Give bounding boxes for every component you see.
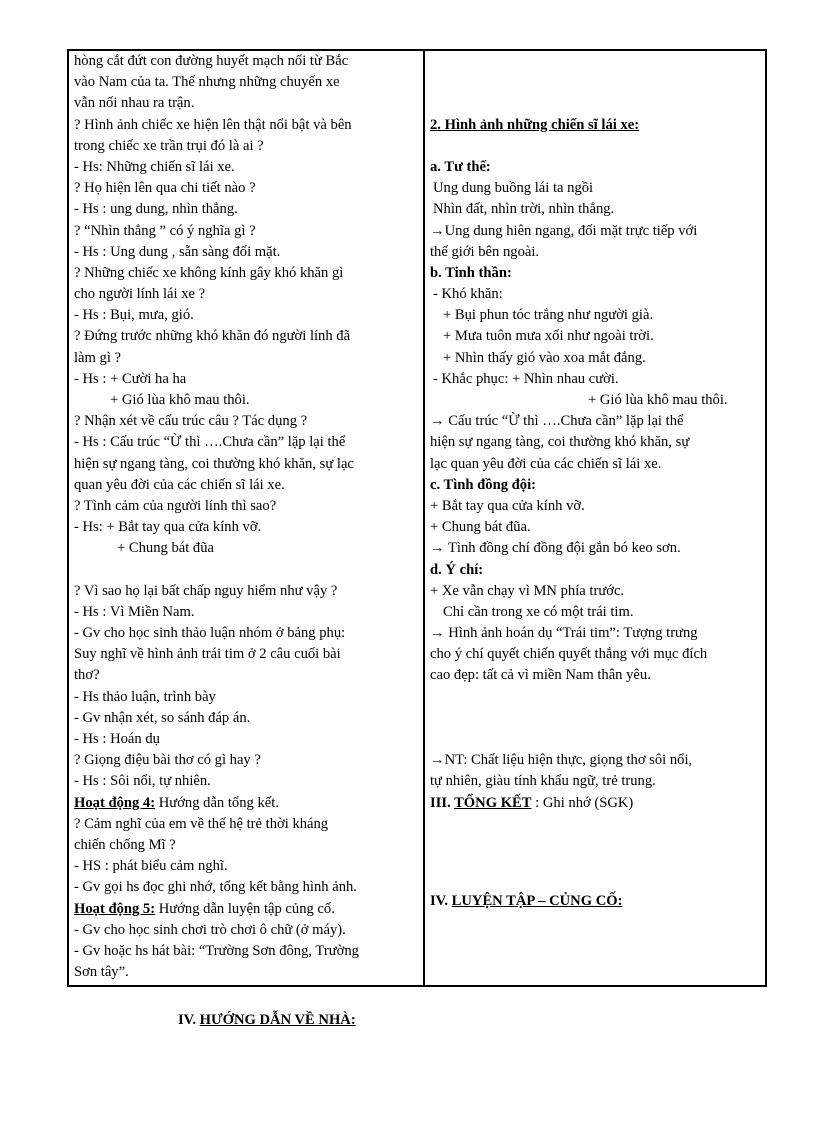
left-line: làm gì ? xyxy=(74,349,122,366)
activity-5-text: Hướng dẫn luyện tập củng cố. xyxy=(155,900,335,917)
section-3-heading xyxy=(430,793,765,814)
left-line: - Gv nhận xét, so sánh đáp án. xyxy=(74,709,251,726)
left-line: ? Cảm nghĩ của em về thế hệ trẻ thời kháng xyxy=(74,815,329,832)
right-line: cao đẹp: tất cả vì miền Nam thân yêu. xyxy=(430,667,651,684)
left-line: hiện sự ngang tàng, coi thường khó khăn, sự lạc xyxy=(74,455,354,472)
subsection-b-label: b. Tinh thần: xyxy=(430,264,512,281)
activity-4-heading xyxy=(74,793,419,814)
left-line: chiến chống Mĩ ? xyxy=(74,836,176,853)
right-line: - Khó khăn: xyxy=(433,286,503,303)
left-line: + Chung bát đũa xyxy=(117,540,214,557)
homework-heading xyxy=(178,1012,356,1029)
left-line: - Hs : Vì Miền Nam. xyxy=(74,603,195,620)
right-line: + Nhìn thấy gió vào xoa mắt đắng. xyxy=(443,349,646,366)
right-line: Ung dung buồng lái ta ngồi xyxy=(433,180,594,197)
left-line: ? Vì sao họ lại bất chấp nguy hiểm như vậy ? xyxy=(74,582,338,599)
right-line: lạc quan yêu đời của các chiến sĩ lái xe. xyxy=(430,455,662,472)
right-line: →Ung dung hiên ngang, đối mặt trực tiếp với xyxy=(430,222,698,239)
left-line: ? Những chiếc xe không kính gây khó khăn gì xyxy=(74,264,344,281)
left-line: - Hs : Cấu trúc “Ừ thì ….Chưa cần” lặp lại thể xyxy=(74,434,346,451)
section-2-title: 2. Hình ảnh những chiến sĩ lái xe: xyxy=(430,116,640,133)
right-line: cho ý chí quyết chiến quyết thắng với mục đích xyxy=(430,646,708,663)
right-line: → Tình đồng chí đồng đội gắn bó keo sơn. xyxy=(430,540,681,557)
left-line: - Hs: Những chiến sĩ lái xe. xyxy=(74,158,235,175)
left-line: - Hs : ung dung, nhìn thẳng. xyxy=(74,201,238,218)
left-line: - Hs : Sôi nổi, tự nhiên. xyxy=(74,773,211,790)
lesson-table xyxy=(67,49,767,987)
left-line: Sơn tây”. xyxy=(74,964,129,981)
right-line: Nhìn đất, nhìn trời, nhìn thẳng. xyxy=(433,201,615,218)
section-3-text: : Ghi nhớ (SGK) xyxy=(531,794,634,811)
left-line: ? Tình cảm của người lính thì sao? xyxy=(74,497,277,514)
right-line: + Bụi phun tóc trắng như người già. xyxy=(443,307,654,324)
teacher-student-activities xyxy=(74,51,419,983)
right-line: hiện sự ngang tàng, coi thường khó khăn, sự xyxy=(430,434,690,451)
left-line: trong chiếc xe trần trụi đó là ai ? xyxy=(74,137,264,154)
left-line: ? Đứng trước những khó khăn đó người lính đã xyxy=(74,328,351,345)
right-line: - Khắc phục: + Nhìn nhau cười. xyxy=(433,370,619,387)
right-line: + Gió lùa khô mau thôi. xyxy=(588,392,728,408)
subsection-a-label: a. Tư thế: xyxy=(430,158,491,175)
left-line: - HS : phát biểu cảm nghĩ. xyxy=(74,858,228,875)
right-line: Chỉ cần trong xe có một trái tim. xyxy=(443,603,634,620)
left-line: ? Họ hiện lên qua chi tiết nào ? xyxy=(74,180,256,197)
left-line: ? Hình ảnh chiếc xe hiện lên thật nổi bật và bên xyxy=(74,116,352,133)
section-4-title: LUYỆN TẬP – CỦNG CỐ: xyxy=(451,893,623,910)
activity-5-heading xyxy=(74,899,419,920)
activity-4-label: Hoạt động 4: xyxy=(74,794,156,811)
left-line: - Hs : + Cười ha ha xyxy=(74,370,187,387)
right-line: thế giới bên ngoài. xyxy=(430,243,540,260)
left-line: hòng cắt đứt con đường huyết mạch nối từ Bắc xyxy=(74,53,349,69)
activity-4-text: Hướng dẫn tổng kết. xyxy=(155,794,279,811)
right-line: + Xe vẫn chạy vì MN phía trước. xyxy=(430,582,625,599)
left-line: - Hs : Bụi, mưa, gió. xyxy=(74,307,194,324)
left-line: - Hs : Ung dung , sẵn sàng đối mặt. xyxy=(74,243,281,260)
left-line: - Hs : Hoán dụ xyxy=(74,731,160,747)
left-line: + Gió lùa khô mau thôi. xyxy=(110,392,250,408)
left-line: - Gv gọi hs đọc ghi nhớ, tổng kết bằng hình ảnh. xyxy=(74,879,357,896)
subsection-d-label: d. Ý chí: xyxy=(430,561,484,578)
left-line: quan yêu đời của các chiến sĩ lái xe. xyxy=(74,476,285,493)
section-3-prefix: III. xyxy=(430,794,455,811)
left-line: vào Nam của ta. Thế nhưng những chuyến xe xyxy=(74,74,340,91)
homework-prefix: IV. xyxy=(178,1012,200,1028)
left-line: cho người lính lái xe ? xyxy=(74,286,206,303)
left-line: Suy nghĩ về hình ảnh trái tim ở 2 câu cuối bài xyxy=(74,646,341,663)
left-line: - Gv hoặc hs hát bài: “Trường Sơn đông, Trường xyxy=(74,942,359,959)
left-line: ? Giọng điệu bài thơ có gì hay ? xyxy=(74,752,261,769)
homework-title: HƯỚNG DẪN VỀ NHÀ: xyxy=(199,1012,356,1028)
left-line: ? Nhận xét về cấu trúc câu ? Tác dụng ? xyxy=(74,413,308,430)
right-line: →NT: Chất liệu hiện thực, giọng thơ sôi nổi, xyxy=(430,752,693,769)
left-line: vẫn nối nhau ra trận. xyxy=(74,95,195,112)
section-4-prefix: IV. xyxy=(430,893,452,910)
section-4-heading xyxy=(430,891,765,912)
lesson-content xyxy=(430,51,765,913)
section-2-heading xyxy=(430,115,765,136)
activity-5-label: Hoạt động 5: xyxy=(74,900,156,917)
right-line: → Cấu trúc “Ừ thì ….Chưa cần” lặp lại thể xyxy=(430,413,684,430)
right-line: + Mưa tuôn mưa xối như ngoài trời. xyxy=(443,328,654,345)
right-line: tự nhiên, giàu tính khẩu ngữ, trẻ trung. xyxy=(430,773,656,790)
right-line: + Chung bát đũa. xyxy=(430,519,531,536)
right-line: → Hình ảnh hoán dụ “Trái tim”: Tượng trưng xyxy=(430,625,698,642)
column-divider xyxy=(423,51,425,985)
left-line: - Gv cho học sinh chơi trò chơi ô chữ (ở máy). xyxy=(74,921,346,938)
left-line: thơ? xyxy=(74,667,100,684)
left-line: - Hs: + Bắt tay qua cửa kính vỡ. xyxy=(74,519,262,536)
right-line: + Bắt tay qua cửa kính vỡ. xyxy=(430,497,585,514)
subsection-c-label: c. Tình đồng đội: xyxy=(430,476,536,493)
left-line: - Hs thảo luận, trình bày xyxy=(74,688,216,705)
section-3-title: TỔNG KẾT xyxy=(454,794,532,811)
left-line: ? “Nhìn thẳng ” có ý nghĩa gì ? xyxy=(74,222,256,239)
left-line: - Gv cho học sinh thảo luận nhóm ở bảng phụ: xyxy=(74,625,346,642)
